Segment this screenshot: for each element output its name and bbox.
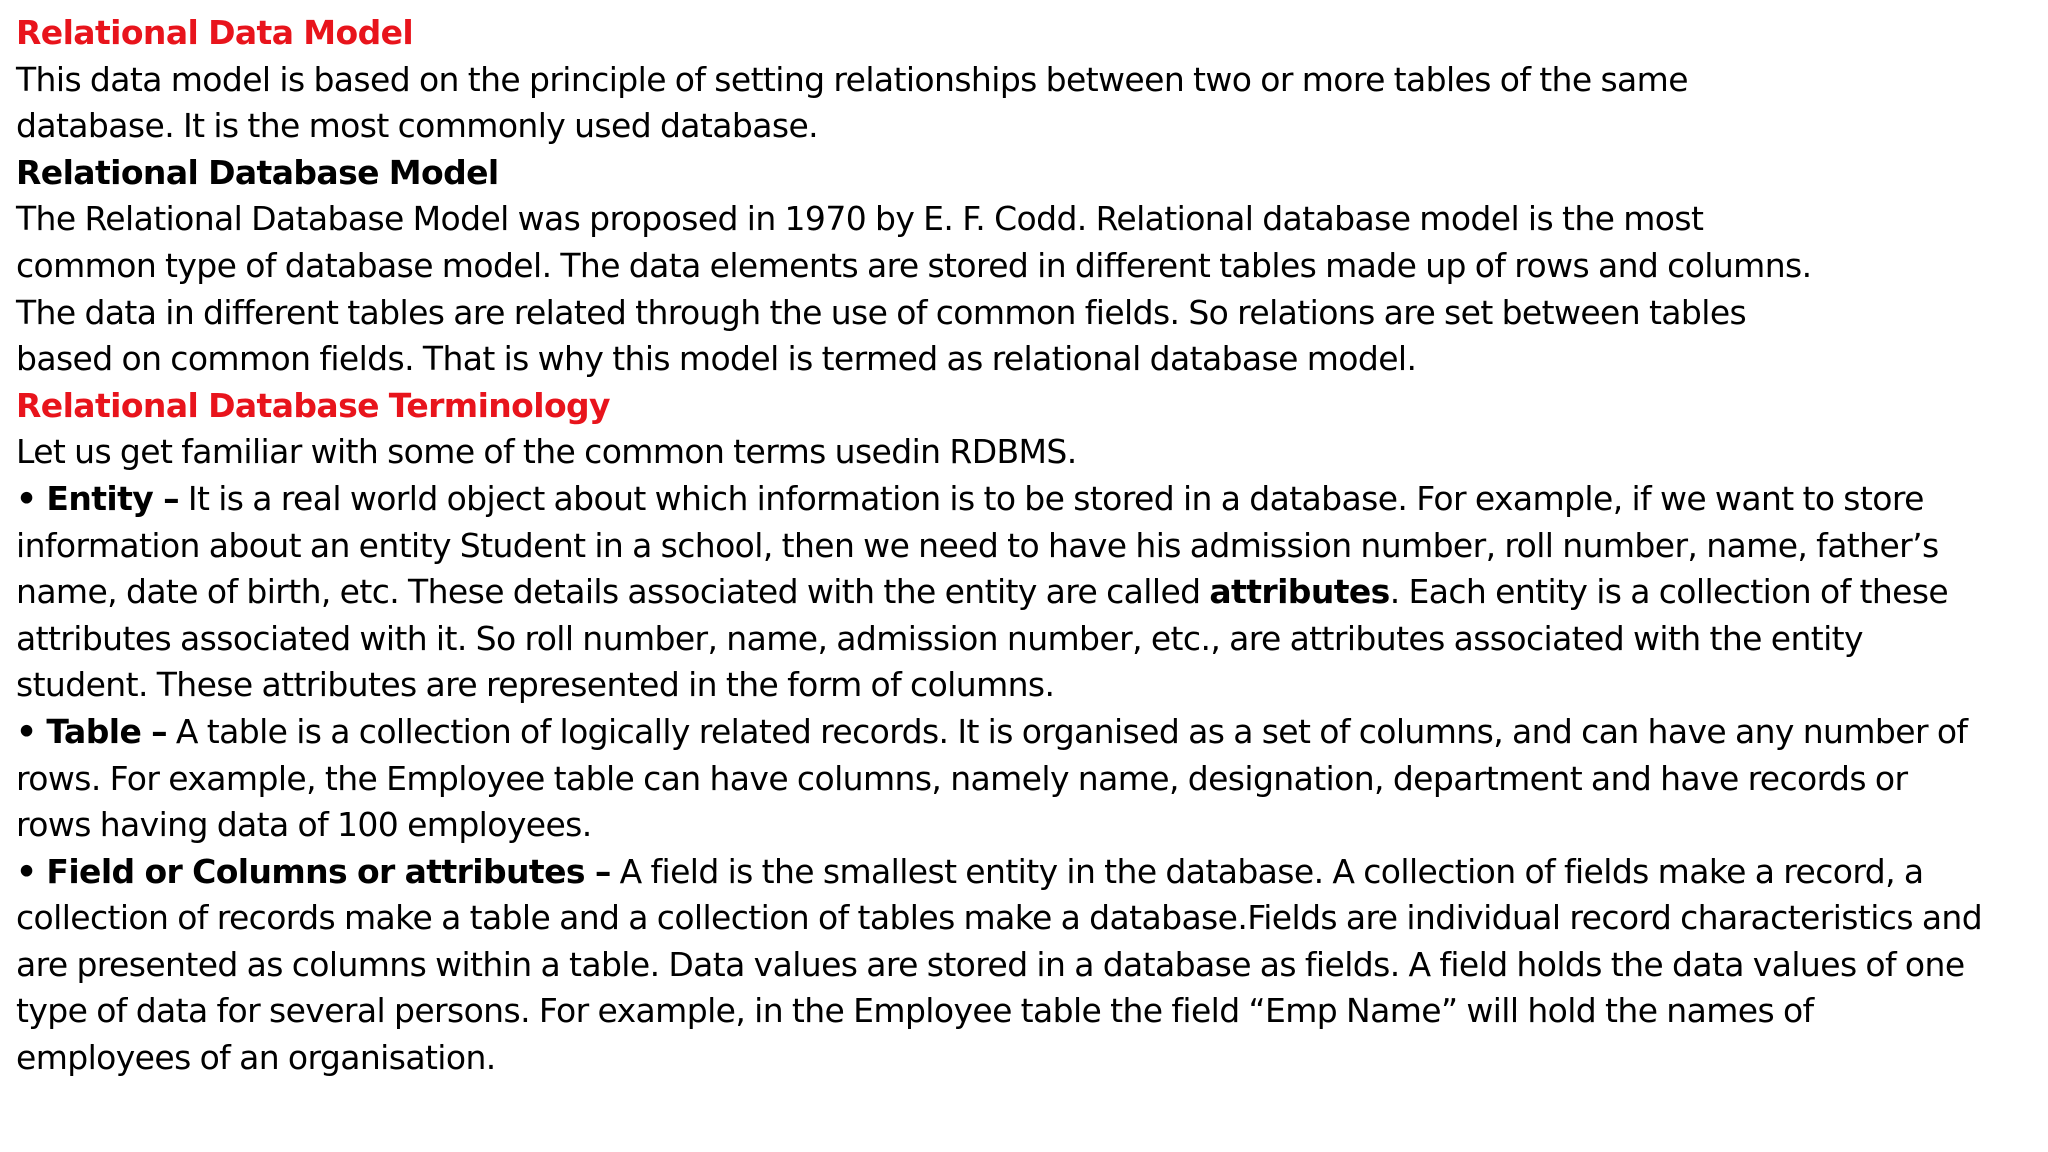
attributes-bold-term: attributes <box>1209 572 1390 612</box>
heading-relational-database-model: Relational Database Model <box>16 152 499 192</box>
bullet-field-line <box>16 849 2006 896</box>
rdbm-paragraph-line: based on common fields. That is why this model is termed as relational database model. <box>16 339 1417 379</box>
rdbm-paragraph-line: The data in different tables are related through the use of common fields. So relations are set between tables <box>16 292 1747 332</box>
bullet-entity-text: name, date of birth, etc. These details associated with the entity are called <box>16 572 1210 612</box>
rdbm-paragraph-line: The Relational Database Model was proposed in 1970 by E. F. Codd. Relational database model is the most <box>16 199 1704 239</box>
bullet-field-term: • Field or Columns or attributes – <box>16 851 611 891</box>
heading-relational-database-terminology: Relational Database Terminology <box>16 385 610 425</box>
rdbm-paragraph-line: common type of database model. The data elements are stored in different tables made up of rows and columns. <box>16 245 1812 285</box>
bullet-field-text: A field is the smallest entity in the database. A collection of fields make a record, a <box>610 851 1924 891</box>
bullet-table-line: rows. For example, the Employee table can have columns, namely name, designation, department and have records or <box>16 758 1908 798</box>
bullet-entity-line <box>16 569 2006 616</box>
bullet-entity-text: . Each entity is a collection of these <box>1389 572 1949 612</box>
bullet-field-line: are presented as columns within a table. Data values are stored in a database as fields. A field holds the data values of one <box>16 944 1965 984</box>
bullet-field-line: collection of records make a table and a collection of tables make a database.Fields are individual record characteristics and <box>16 898 1983 938</box>
bullet-table-line <box>16 709 2006 756</box>
bullet-entity-line: student. These attributes are represented in the form of columns. <box>16 665 1055 705</box>
bullet-field-line: employees of an organisation. <box>16 1038 496 1078</box>
bullet-entity-term: • Entity – <box>16 478 179 518</box>
rdm-paragraph-line: This data model is based on the principle of setting relationships between two or more tables of the same <box>16 59 1688 99</box>
bullet-table-text: A table is a collection of logically related records. It is organised as a set of columns, and can have any number of <box>167 711 1968 751</box>
bullet-table-term: • Table – <box>16 711 168 751</box>
bullet-entity-line <box>16 476 2006 523</box>
heading-relational-data-model: Relational Data Model <box>16 13 414 52</box>
terminology-intro: Let us get familiar with some of the common terms usedin RDBMS. <box>16 432 1077 472</box>
bullet-entity-line: attributes associated with it. So roll number, name, admission number, etc., are attributes associated with the entity <box>16 618 1863 658</box>
bullet-entity-text: It is a real world object about which information is to be stored in a database. For example, if we want to store <box>178 478 1924 518</box>
bullet-field-line: type of data for several persons. For example, in the Employee table the field “Emp Name” will hold the names of <box>16 991 1814 1031</box>
bullet-table-line: rows having data of 100 employees. <box>16 805 592 845</box>
bullet-entity-line: information about an entity Student in a school, then we need to have his admission number, roll number, name, father’s <box>16 525 1939 565</box>
document-page <box>16 10 2006 1082</box>
rdm-paragraph-line: database. It is the most commonly used database. <box>16 106 819 146</box>
